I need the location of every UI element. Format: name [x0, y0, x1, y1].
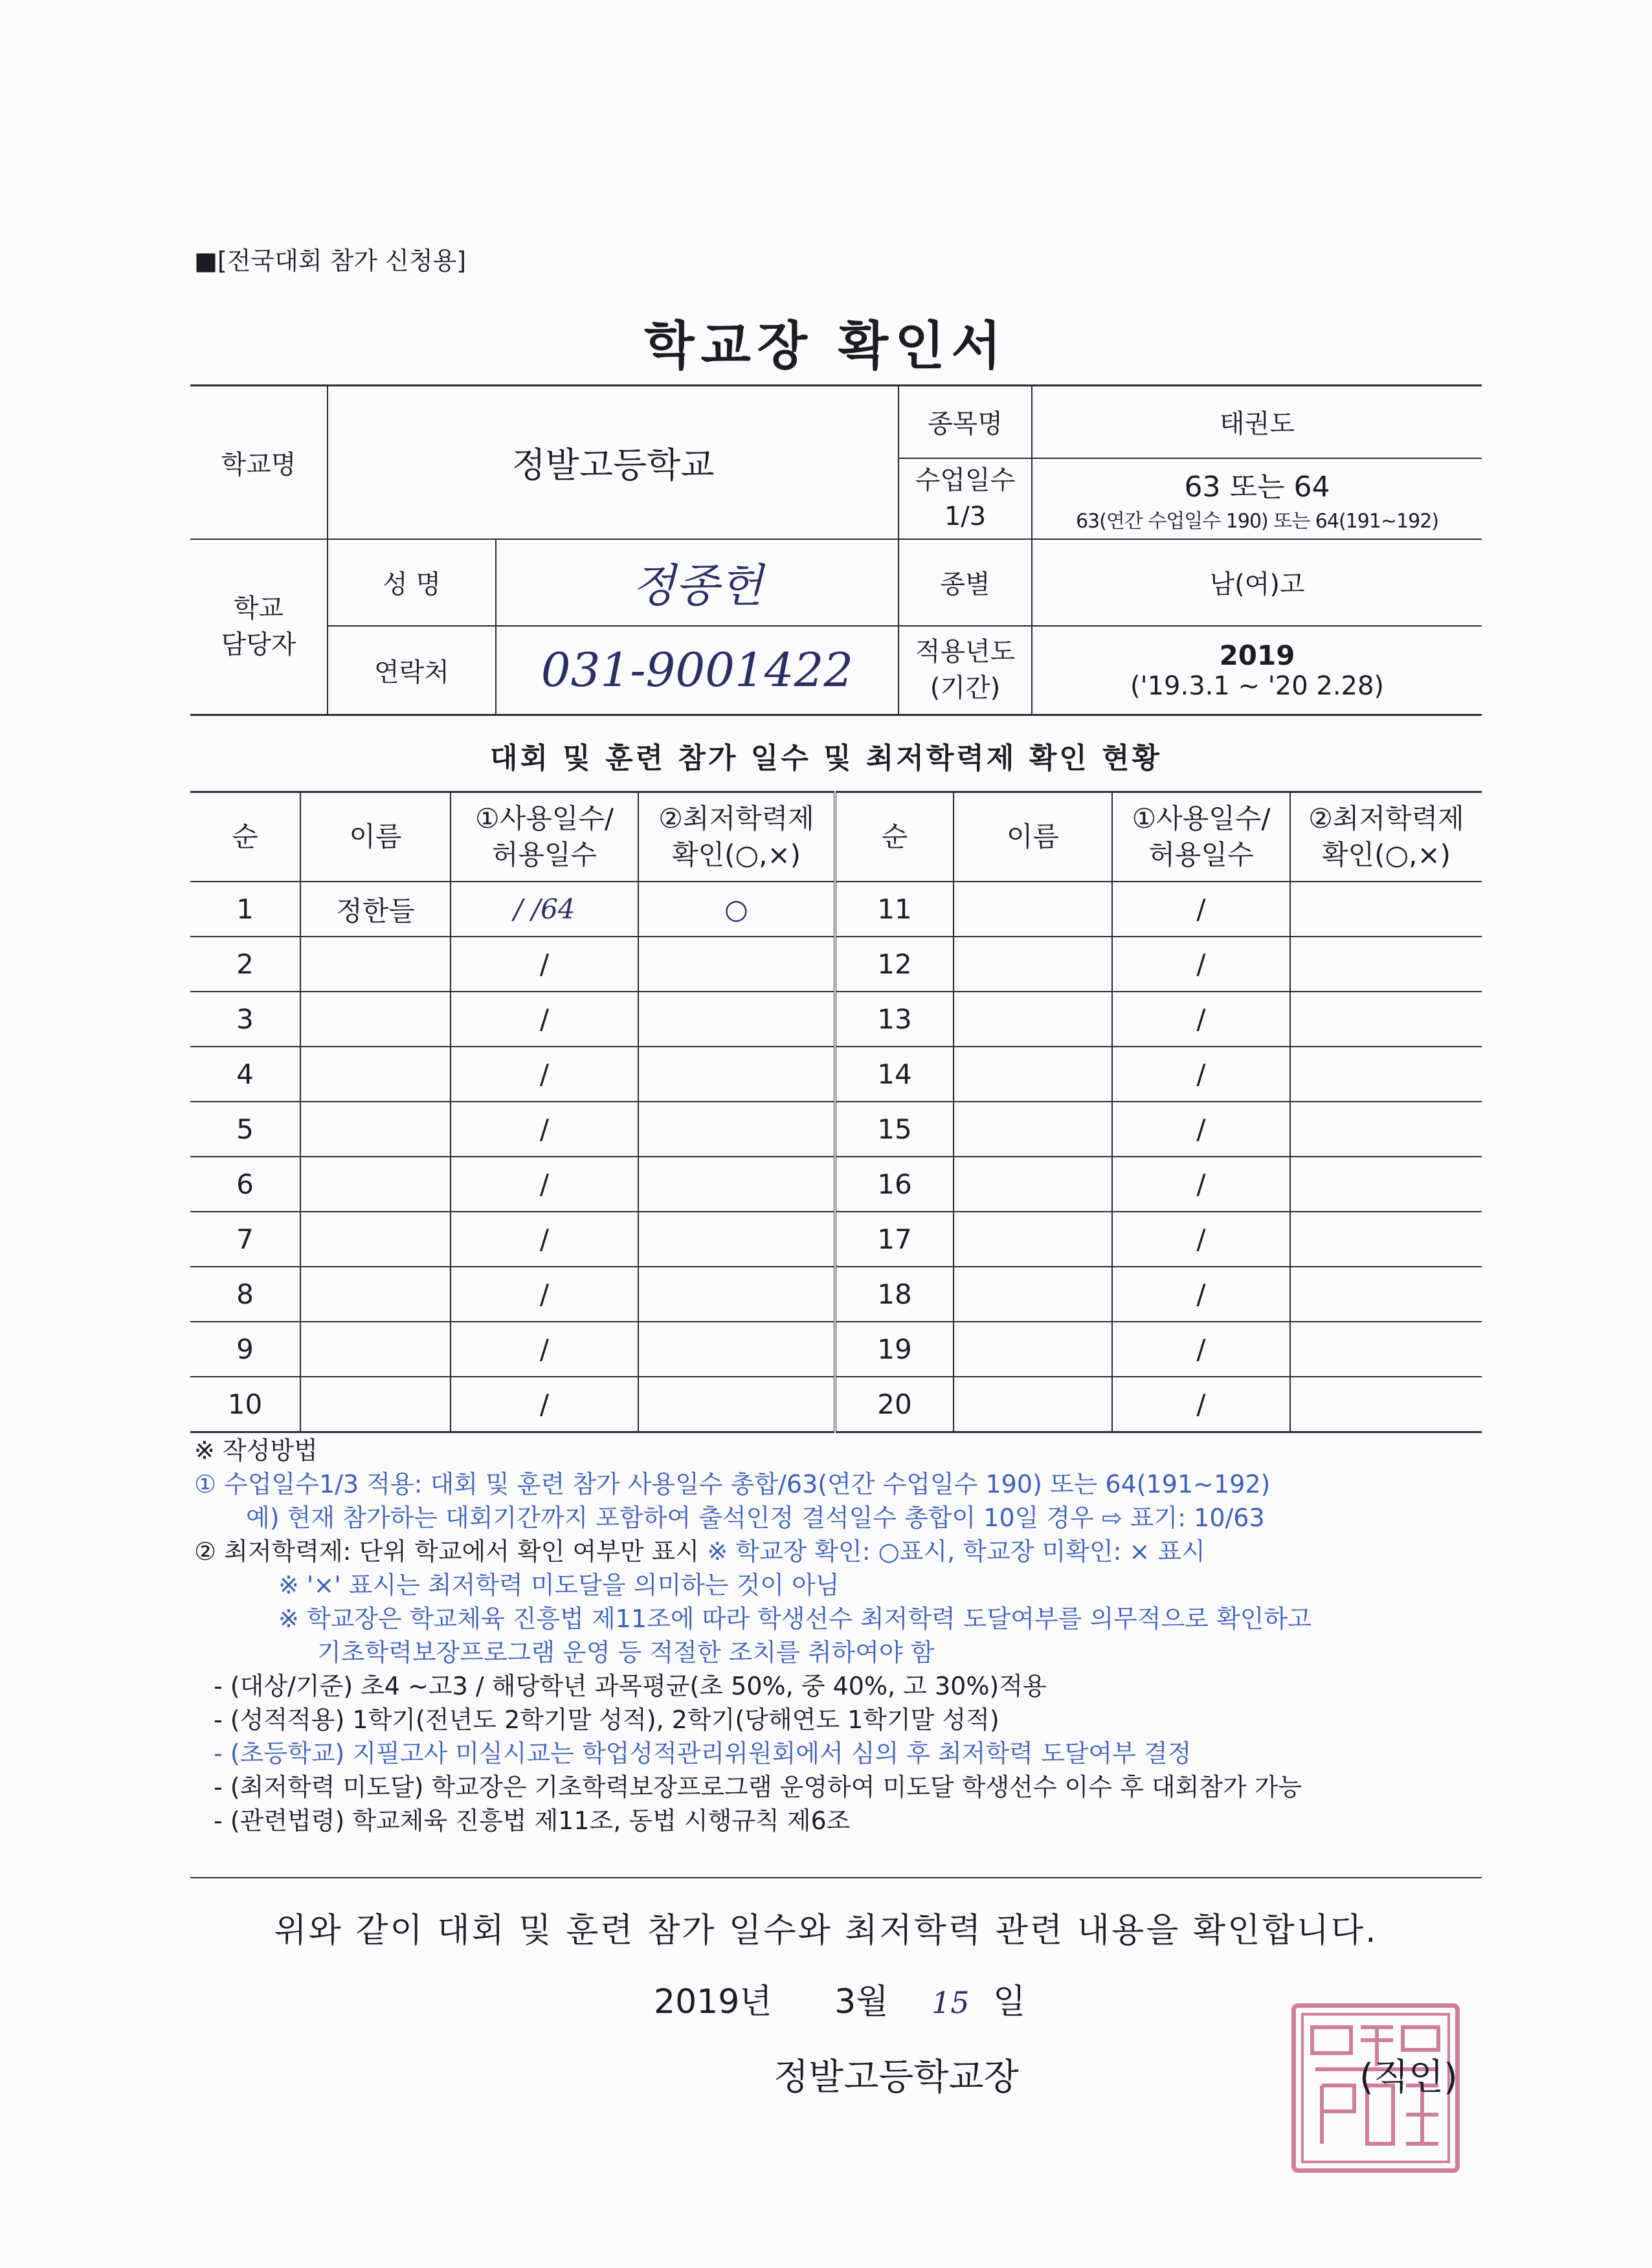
- row-number: 17: [835, 1212, 954, 1267]
- row-check: [1290, 1157, 1482, 1212]
- note-4: ※ 학교장은 학교체육 진흥법 제11조에 따라 학생선수 최저학력 도달여부를 의무적으로 확인하고: [278, 1605, 1312, 1633]
- row-days: /: [451, 937, 638, 992]
- detail-below-minimum: - (최저학력 미도달) 학교장은 기초학력보장프로그램 운영하여 미도달 학생선수 이수 후 대회참가 가능: [214, 1773, 1302, 1801]
- row-check: [638, 1157, 835, 1212]
- row-check: [638, 1212, 835, 1267]
- row-number: 3: [190, 992, 300, 1047]
- days-value: 63 또는 64: [1184, 471, 1330, 504]
- row-days: /: [451, 1157, 638, 1212]
- row-name: [954, 882, 1112, 937]
- row-number: 11: [835, 882, 954, 937]
- row-check: ○: [638, 882, 835, 937]
- table-row: [190, 1377, 1482, 1432]
- row-days: /: [1112, 1102, 1290, 1157]
- detail-grades: - (성적적용) 1학기(전년도 2학기말 성적), 2학기(당해연도 1학기말 성적): [214, 1706, 999, 1734]
- row-number: 10: [190, 1377, 300, 1432]
- divider: [190, 1877, 1482, 1878]
- confirmation-statement: 위와 같이 대회 및 훈련 참가 일수와 최저학력 관련 내용을 확인합니다.: [274, 1911, 1378, 1950]
- document-title: 학교장 확인서: [644, 316, 1008, 376]
- row-check: [638, 1377, 835, 1432]
- principal-title: 정발고등학교장: [774, 2056, 1019, 2098]
- row-check: [1290, 1267, 1482, 1322]
- row-days: /: [1112, 1322, 1290, 1377]
- row-check: [638, 1047, 835, 1102]
- row-number: 13: [835, 992, 954, 1047]
- row-days: /: [451, 1377, 638, 1432]
- row-check: [638, 1267, 835, 1322]
- row-days: /: [1112, 1157, 1290, 1212]
- row-days: /: [1112, 937, 1290, 992]
- row-name: [954, 1102, 1112, 1157]
- row-name: [954, 992, 1112, 1047]
- table-row: [190, 937, 1482, 992]
- header-days: ①사용일수/ 허용일수: [451, 792, 638, 882]
- header-no: 순: [835, 792, 954, 882]
- row-days: /: [1112, 992, 1290, 1047]
- row-check: [638, 1322, 835, 1377]
- school-info-table: [190, 384, 1482, 716]
- date-month: 3월: [834, 1983, 889, 2021]
- days-note: 63(연간 수업일수 190) 또는 64(191~192): [1075, 510, 1439, 533]
- row-days: /: [451, 992, 638, 1047]
- table-row: [190, 1212, 1482, 1267]
- row-name: [954, 1377, 1112, 1432]
- row-number: 1: [190, 882, 300, 937]
- row-name: [954, 1212, 1112, 1267]
- days-cell: [1032, 458, 1482, 539]
- row-number: 2: [190, 937, 300, 992]
- row-name: 정한들: [300, 882, 451, 937]
- sport-label: 종목명: [899, 386, 1032, 458]
- header-name: 이름: [954, 792, 1112, 882]
- section-title: 대회 및 훈련 참가 일수 및 최저학력제 확인 현황: [489, 742, 1163, 775]
- row-name: [300, 1212, 451, 1267]
- row-check: [1290, 1047, 1482, 1102]
- row-number: 18: [835, 1267, 954, 1322]
- row-days: /: [1112, 882, 1290, 937]
- row-days: /: [1112, 1267, 1290, 1322]
- header-no: 순: [190, 792, 300, 882]
- detail-law: - (관련법령) 학교체육 진흥법 제11조, 동법 시행규칙 제6조: [214, 1807, 851, 1835]
- row-days: /: [1112, 1212, 1290, 1267]
- row-name: [954, 1157, 1112, 1212]
- seal-label: (직인): [1359, 2056, 1458, 2098]
- row-number: 14: [835, 1047, 954, 1102]
- row-name: [300, 1267, 451, 1322]
- contact-value: 031-9001422: [496, 626, 899, 715]
- row-days: / /64: [451, 882, 638, 937]
- row-number: 20: [835, 1377, 954, 1432]
- row-check: [1290, 992, 1482, 1047]
- table-row: [190, 1102, 1482, 1157]
- row-days: /: [451, 1212, 638, 1267]
- row-days: /: [451, 1102, 638, 1157]
- note-3: ※ '×' 표시는 최저학력 미도달을 의미하는 것이 아님: [278, 1571, 840, 1599]
- row-days: /: [451, 1267, 638, 1322]
- row-name: [300, 1047, 451, 1102]
- header-name: 이름: [300, 792, 451, 882]
- row-number: 6: [190, 1157, 300, 1212]
- row-name: [954, 937, 1112, 992]
- manager-label: 학교 담당자: [190, 539, 328, 715]
- row-number: 12: [835, 937, 954, 992]
- note-2-marking: ※ 학교장 확인: ○표시, 학교장 미확인: × 표시: [707, 1537, 1205, 1566]
- table-row: [190, 1047, 1482, 1102]
- row-name: [300, 937, 451, 992]
- row-number: 9: [190, 1322, 300, 1377]
- row-check: [1290, 1212, 1482, 1267]
- header-days: ①사용일수/ 허용일수: [1112, 792, 1290, 882]
- row-check: [1290, 1322, 1482, 1377]
- row-check: [1290, 1102, 1482, 1157]
- row-name: [300, 1322, 451, 1377]
- row-name: [954, 1267, 1112, 1322]
- header-check: ②최저학력제 확인(○,×): [638, 792, 835, 882]
- row-number: 7: [190, 1212, 300, 1267]
- table-row: [190, 992, 1482, 1047]
- row-number: 16: [835, 1157, 954, 1212]
- row-days: /: [451, 1047, 638, 1102]
- row-number: 4: [190, 1047, 300, 1102]
- year-label: 적용년도 (기간): [899, 626, 1032, 715]
- gender-value: 남(여)고: [1032, 539, 1482, 626]
- row-check: [638, 1102, 835, 1157]
- sport-value: 태권도: [1032, 386, 1482, 458]
- note-1-example: 예) 현재 참가하는 대회기간까지 포함하여 출석인정 결석일수 총합이 10일 경우 ⇨ 표기: 10/63: [246, 1504, 1265, 1532]
- row-number: 19: [835, 1322, 954, 1377]
- date-day: 15: [931, 1985, 970, 2020]
- row-name: [300, 1377, 451, 1432]
- gender-label: 종별: [899, 539, 1032, 626]
- row-check: [1290, 937, 1482, 992]
- manager-name: 정종헌: [496, 539, 899, 626]
- contact-label: 연락처: [328, 626, 496, 715]
- row-check: [638, 937, 835, 992]
- date-year: 2019년: [654, 1983, 772, 2021]
- note-2: [194, 1535, 1482, 1568]
- detail-elementary: - (초등학교) 지필고사 미실시교는 학업성적관리위원회에서 심의 후 최저학력 도달여부 결정: [214, 1739, 1192, 1768]
- row-number: 15: [835, 1102, 954, 1157]
- row-check: [638, 992, 835, 1047]
- table-row: [190, 1267, 1482, 1322]
- school-name: 정발고등학교: [328, 386, 899, 539]
- form-tag: ■[전국대회 참가 신청용]: [194, 247, 467, 275]
- row-number: 8: [190, 1267, 300, 1322]
- school-label: 학교명: [190, 386, 328, 539]
- detail-target: - (대상/기준) 초4 ~고3 / 해당학년 과목평균(초 50%, 중 40%, 고 30%)적용: [214, 1672, 1047, 1700]
- row-check: [1290, 882, 1482, 937]
- year-period: ('19.3.1 ~ '20 2.28): [1130, 671, 1385, 701]
- row-name: [954, 1047, 1112, 1102]
- row-check: [1290, 1377, 1482, 1432]
- name-label: 성 명: [328, 539, 496, 626]
- row-days: /: [1112, 1047, 1290, 1102]
- table-row: [190, 1157, 1482, 1212]
- row-name: [954, 1322, 1112, 1377]
- date-day-unit: 일: [993, 1983, 1026, 2021]
- row-name: [300, 992, 451, 1047]
- note-4-cont: 기초학력보장프로그램 운영 등 적절한 조치를 취하여야 함: [317, 1638, 935, 1667]
- row-number: 5: [190, 1102, 300, 1157]
- row-name: [300, 1157, 451, 1212]
- row-name: [300, 1102, 451, 1157]
- year-value: 2019: [1219, 639, 1295, 671]
- year-cell: [1032, 626, 1482, 715]
- instructions: [194, 1434, 1482, 1838]
- row-days: /: [451, 1322, 638, 1377]
- table-row: [190, 1322, 1482, 1377]
- note-2-text: ② 최저학력제: 단위 학교에서 확인 여부만 표시: [194, 1537, 700, 1566]
- date: [654, 1974, 1025, 2023]
- roster-table: [190, 791, 1482, 1433]
- row-days: /: [1112, 1377, 1290, 1432]
- table-row: [190, 882, 1482, 937]
- notes-heading: ※ 작성방법: [194, 1436, 318, 1465]
- days-label: 수업일수 1/3: [899, 458, 1032, 539]
- note-1: ① 수업일수1/3 적용: 대회 및 훈련 참가 사용일수 총합/63(연간 수업일수 190) 또는 64(191~192): [194, 1470, 1271, 1498]
- header-check: ②최저학력제 확인(○,×): [1290, 792, 1482, 882]
